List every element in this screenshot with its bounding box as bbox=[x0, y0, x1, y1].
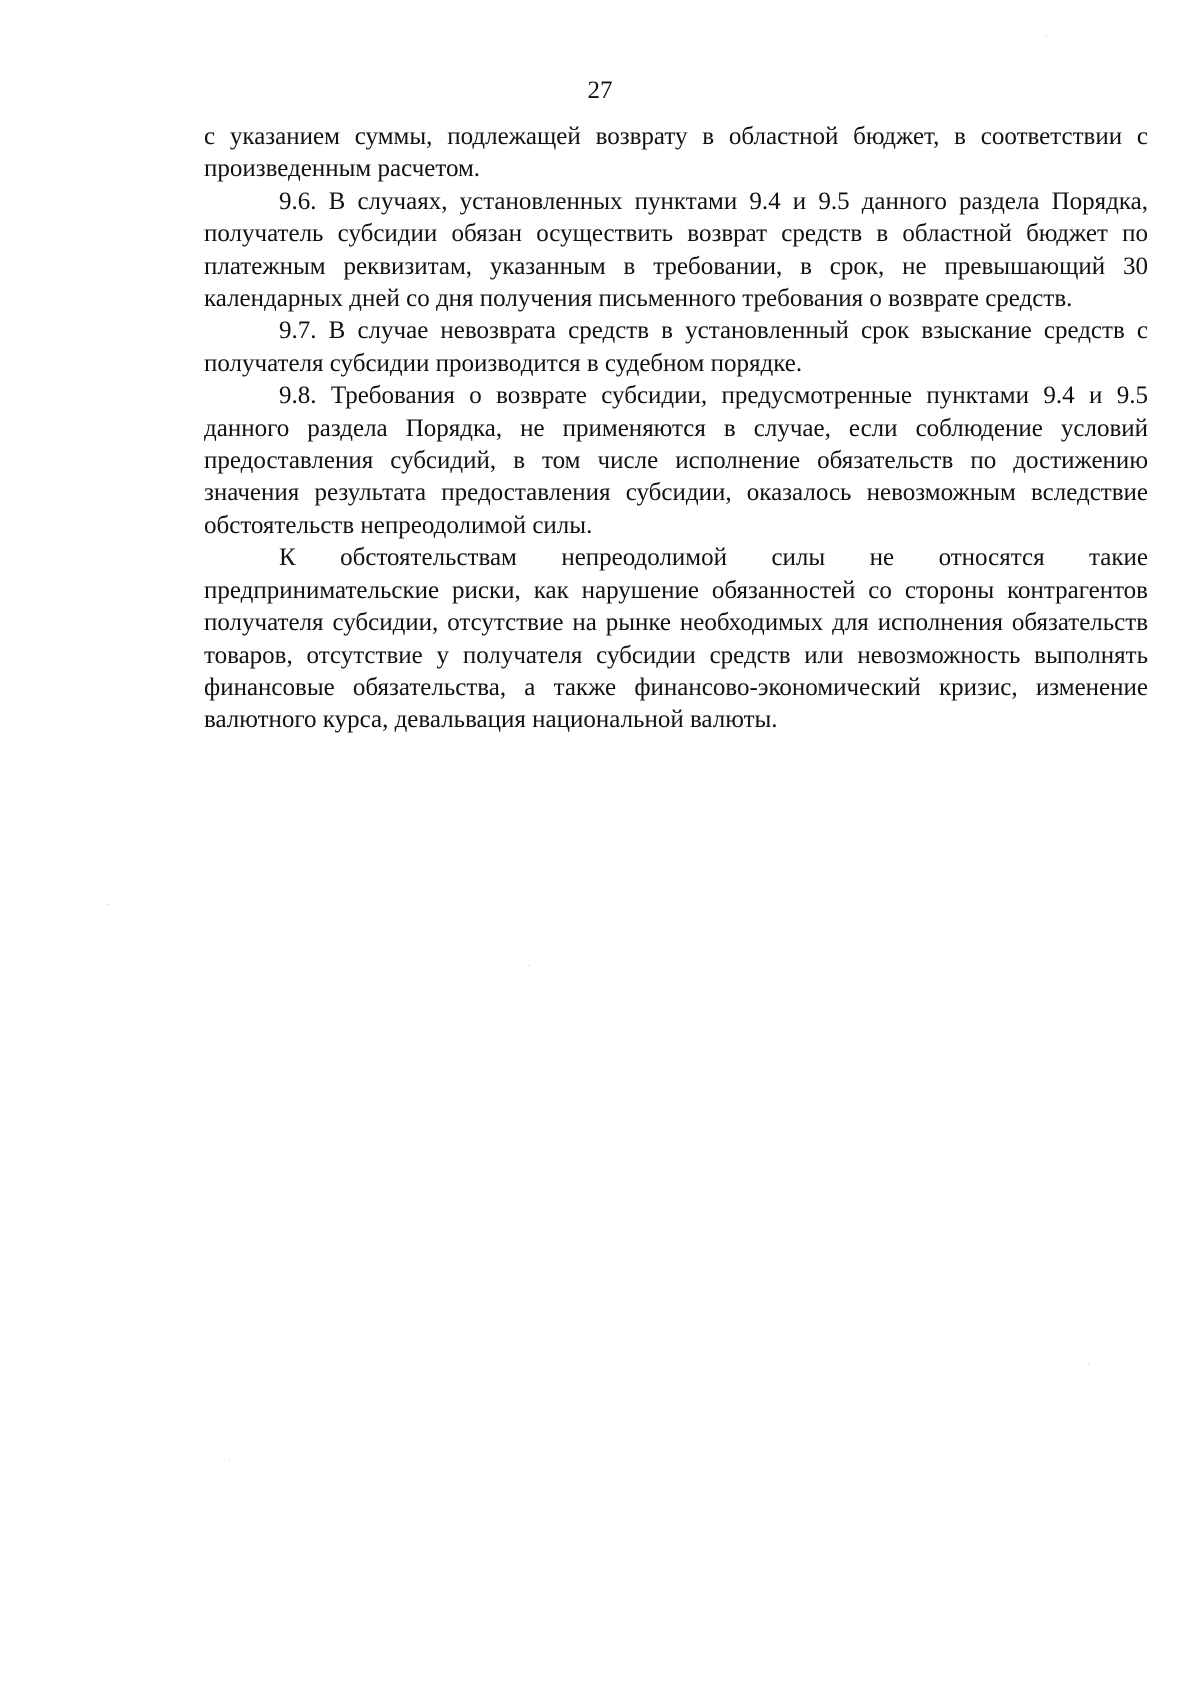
scan-speck bbox=[229, 1460, 230, 1461]
paragraph-clause-9-6: 9.6. В случаях, установленных пунктами 9.4 и 9.5 данного раздела Порядка, получатель субсидии обязан осуществить возврат средств в областной бюджет по платежным реквизитам, указанным в требовании, в срок, не превышающий 30 календарных дней со дня получения письменного требования о возврате средств. bbox=[204, 187, 1148, 313]
page-number: 27 bbox=[587, 77, 613, 104]
scan-speck bbox=[1046, 36, 1047, 37]
paragraph-clause-9-7: 9.7. В случае невозврата средств в установленный срок взыскание средств с получателя субсидии производится в судебном порядке. bbox=[204, 317, 1148, 377]
paragraph-force-majeure-note: К обстоятельствам непреодолимой силы не относятся такие предпринимательские риски, как нарушение обязанностей со стороны контрагентов получателя субсидии, отсутствие на рынке необходимых для исполнения обязательств товаров, отсутствие у получателя субсидии средств или невозможность выполнять финансовые обязательства, а также финансово-экономический кризис, изменение валютного курса, девальвация национальной валюты. bbox=[204, 544, 1148, 734]
scan-speck bbox=[1088, 1364, 1089, 1365]
paragraph-continuation: с указанием суммы, подлежащей возврату в областной бюджет, в соответствии с произведенным расчетом. bbox=[204, 123, 1148, 183]
document-body bbox=[204, 121, 1148, 737]
scan-speck bbox=[107, 904, 108, 905]
paragraph-clause-9-8: 9.8. Требования о возврате субсидии, предусмотренные пунктами 9.4 и 9.5 данного раздела Порядка, не применяются в случае, если соблюдение условий предоставления субсидий, в том числе исполнение обязательств по достижению значения результата предоставления субсидии, оказалось невозможным вследствие обстоятельств непреодолимой силы. bbox=[204, 382, 1148, 539]
scan-speck bbox=[528, 965, 529, 966]
